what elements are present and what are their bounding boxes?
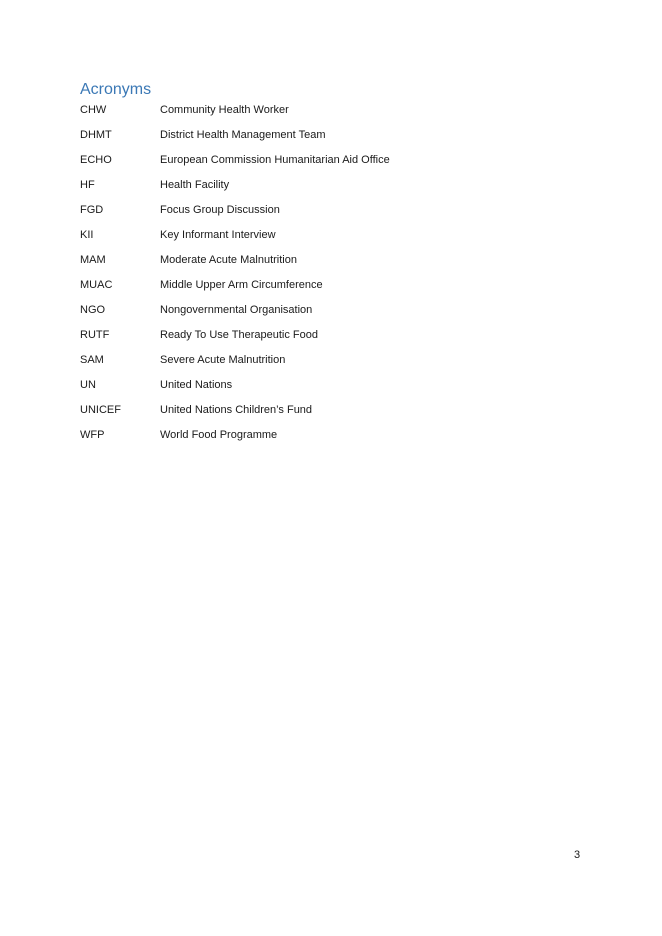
section-heading: Acronyms bbox=[80, 81, 152, 98]
acronym-abbreviation: WFP bbox=[80, 429, 105, 441]
acronym-list bbox=[80, 102, 580, 452]
page-number: 3 bbox=[574, 849, 581, 861]
acronym-row bbox=[80, 352, 580, 377]
acronym-abbreviation: DHMT bbox=[80, 129, 112, 141]
acronym-row bbox=[80, 252, 580, 277]
acronym-definition: Health Facility bbox=[160, 179, 230, 191]
acronym-definition: European Commission Humanitarian Aid Office bbox=[160, 154, 390, 166]
acronym-abbreviation: HF bbox=[80, 179, 95, 191]
acronym-abbreviation: NGO bbox=[80, 304, 106, 316]
acronym-row bbox=[80, 427, 580, 452]
acronym-row bbox=[80, 277, 580, 302]
acronym-definition: Key Informant Interview bbox=[160, 229, 276, 241]
acronym-abbreviation: ECHO bbox=[80, 154, 112, 166]
acronym-definition: District Health Management Team bbox=[160, 129, 326, 141]
acronym-abbreviation: UN bbox=[80, 379, 96, 391]
acronym-row bbox=[80, 402, 580, 427]
acronym-row bbox=[80, 377, 580, 402]
acronym-definition: Nongovernmental Organisation bbox=[160, 304, 313, 316]
acronym-definition: Middle Upper Arm Circumference bbox=[160, 279, 323, 291]
acronym-definition: Community Health Worker bbox=[160, 104, 289, 116]
acronym-abbreviation: CHW bbox=[80, 104, 107, 116]
acronym-abbreviation: KII bbox=[80, 229, 94, 241]
acronym-row bbox=[80, 202, 580, 227]
acronym-definition: United Nations Children’s Fund bbox=[160, 404, 313, 416]
acronym-abbreviation: RUTF bbox=[80, 329, 110, 341]
acronym-definition: World Food Programme bbox=[160, 429, 278, 441]
acronym-abbreviation: MAM bbox=[80, 254, 106, 266]
acronym-definition: Moderate Acute Malnutrition bbox=[160, 254, 297, 266]
acronym-abbreviation: UNICEF bbox=[80, 404, 121, 416]
acronym-definition: Ready To Use Therapeutic Food bbox=[160, 329, 318, 341]
acronym-abbreviation: SAM bbox=[80, 354, 104, 366]
acronym-definition: Severe Acute Malnutrition bbox=[160, 354, 286, 366]
acronym-row bbox=[80, 127, 580, 152]
acronym-row bbox=[80, 177, 580, 202]
acronym-definition: United Nations bbox=[160, 379, 233, 391]
acronym-row bbox=[80, 152, 580, 177]
acronym-row bbox=[80, 302, 580, 327]
acronym-abbreviation: MUAC bbox=[80, 279, 113, 291]
acronym-row bbox=[80, 327, 580, 352]
acronym-row bbox=[80, 102, 580, 127]
acronym-abbreviation: FGD bbox=[80, 204, 104, 216]
acronym-row bbox=[80, 227, 580, 252]
acronym-definition: Focus Group Discussion bbox=[160, 204, 280, 216]
